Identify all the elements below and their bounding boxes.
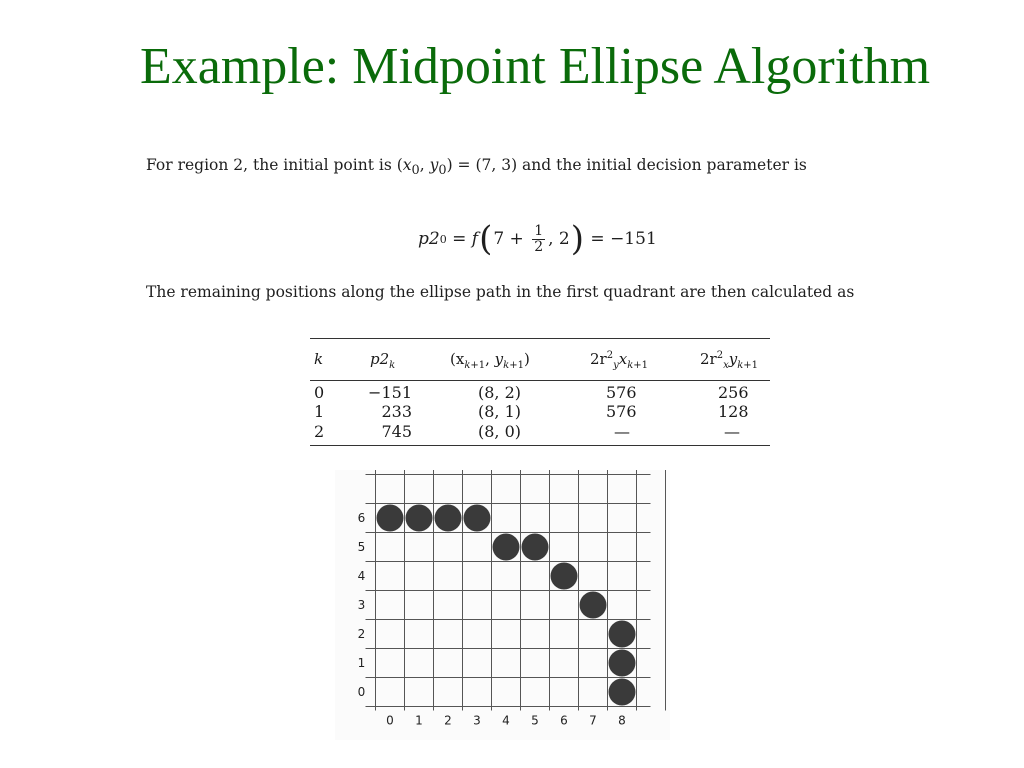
intro-comma: , <box>419 156 430 174</box>
y-tick-label: 0 <box>357 685 366 699</box>
y0-var: y <box>429 156 439 174</box>
cell-p2k: 233 <box>381 402 412 421</box>
cell-pos: (8, 1) <box>478 402 522 421</box>
eq-f: f <box>471 229 479 249</box>
cell-c4: 576 <box>606 383 637 402</box>
header-position: ($x_{k+1}$, $y_{k+1}$) <box>450 350 530 371</box>
x-tick-label: 6 <box>560 713 568 728</box>
eq-left: 7 + <box>493 229 530 249</box>
y-tick-label: 3 <box>357 598 366 612</box>
plotted-pixel <box>435 505 462 532</box>
header-2ry2x: $2r^2_yx_{k+1}$ <box>590 350 649 371</box>
cell-k: 1 <box>314 402 325 421</box>
x-tick-label: 7 <box>589 713 597 728</box>
intro-text-a: For region 2, the initial point is ( <box>146 156 403 174</box>
plotted-pixel <box>609 621 636 648</box>
remaining-paragraph: The remaining positions along the ellipse path in the first quadrant are then calculated as <box>146 283 855 301</box>
eq-fraction <box>532 224 545 255</box>
cell-c5: 128 <box>718 402 749 421</box>
plotted-pixel <box>522 534 549 561</box>
eq-equals: = <box>446 229 472 249</box>
cell-p2k: 745 <box>381 422 412 441</box>
header-p2k: $p2_k$ <box>370 350 396 371</box>
x-tick-label: 5 <box>531 713 539 728</box>
x-tick-label: 4 <box>502 713 510 728</box>
plotted-pixel <box>609 650 636 677</box>
eq-right: , 2 <box>548 229 570 249</box>
x0-var: x <box>402 156 412 174</box>
eq-lhs-sub: 0 <box>439 232 447 246</box>
y-tick-label: 6 <box>357 511 366 525</box>
x-tick-label: 2 <box>444 713 452 728</box>
y-tick-label: 5 <box>357 540 366 554</box>
cell-p2k: −151 <box>368 383 412 402</box>
pixel-grid-figure <box>335 470 670 740</box>
plotted-pixel <box>580 592 607 619</box>
x-tick-label: 3 <box>473 713 481 728</box>
eq-result: = −151 <box>585 229 657 249</box>
plotted-pixel <box>464 505 491 532</box>
cell-c4: 576 <box>606 402 637 421</box>
eq-den: 2 <box>534 238 544 255</box>
slide-title: Example: Midpoint Ellipse Algorithm <box>139 38 931 95</box>
eq-num: 1 <box>534 222 544 239</box>
cell-c5: 256 <box>718 383 749 402</box>
cell-k: 0 <box>314 383 325 402</box>
eq-lhs: p2 <box>418 229 440 249</box>
eq-close-paren: ) <box>570 219 585 259</box>
decision-equation <box>418 214 657 264</box>
intro-text-b: ) = (7, 3) and the initial decision parameter is <box>446 156 807 174</box>
x-tick-label: 8 <box>618 713 626 728</box>
plotted-pixel <box>609 679 636 706</box>
table-bottom-rule <box>310 445 770 446</box>
x-tick-label: 0 <box>386 713 394 728</box>
y-tick-label: 1 <box>357 656 366 670</box>
cell-pos: (8, 0) <box>478 422 522 441</box>
intro-paragraph: For region 2, the initial point is ($x_0$, $y_0) = (7$, 3) and the initial decision parameter is <box>146 156 807 179</box>
y-tick-label: 4 <box>357 569 366 583</box>
pixel-grid <box>335 470 670 740</box>
cell-c4: — <box>614 422 630 441</box>
cell-k: 2 <box>314 422 325 441</box>
cell-pos: (8, 2) <box>478 383 522 402</box>
plotted-pixel <box>493 534 520 561</box>
plotted-pixel <box>377 505 404 532</box>
header-k: k <box>314 350 324 368</box>
header-2rx2y: $2r^2_xy_{k+1}$ <box>700 350 759 371</box>
plotted-pixel <box>551 563 578 590</box>
cell-c5: — <box>724 422 740 441</box>
plotted-pixel <box>406 505 433 532</box>
table-header-rule <box>310 380 770 381</box>
x-tick-label: 1 <box>415 713 423 728</box>
y-tick-label: 2 <box>357 627 366 641</box>
table-top-rule <box>310 338 770 339</box>
eq-open-paren: ( <box>479 219 493 259</box>
